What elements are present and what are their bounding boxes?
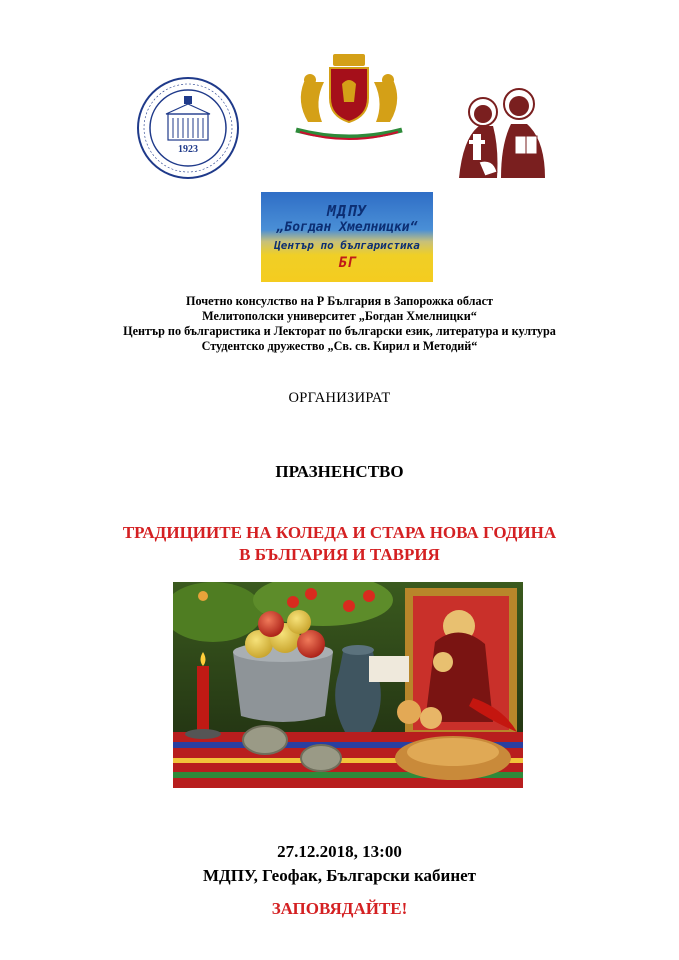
welcome-text: ЗАПОВЯДАЙТЕ! bbox=[271, 899, 408, 918]
event-title bbox=[0, 522, 679, 566]
organizer-line: Мелитополски университет „Богдан Хмелницки“ bbox=[202, 309, 477, 323]
christmas-table-photo bbox=[173, 582, 523, 788]
university-seal-icon bbox=[136, 76, 240, 180]
logo-line-3: Център по българистика bbox=[274, 239, 420, 252]
organizer-line: Студентско дружество „Св. св. Кирил и Методий“ bbox=[201, 339, 478, 353]
organizers-list bbox=[0, 294, 679, 354]
center-logo bbox=[261, 192, 433, 282]
logo-line-4: БГ bbox=[338, 255, 356, 271]
logo-line-1: МДПУ bbox=[326, 202, 368, 220]
organize-word: ОРГАНИЗИРАТ bbox=[288, 390, 391, 406]
event-title-line-2: В БЪЛГАРИЯ И ТАВРИЯ bbox=[239, 545, 440, 564]
seal-year: 1923 bbox=[178, 144, 198, 155]
saints-cyril-methodius-icon bbox=[449, 78, 553, 182]
organizer-line: Център по българистика и Лекторат по български език, литература и култура bbox=[123, 324, 556, 338]
bulgarian-coat-of-arms-icon bbox=[286, 52, 412, 142]
event-title-line-1: ТРАДИЦИИТЕ НА КОЛЕДА И СТАРА НОВА ГОДИНА bbox=[122, 523, 557, 542]
event-date-time: 27.12.2018, 13:00 bbox=[277, 842, 402, 861]
event-type: ПРАЗНЕНСТВО bbox=[275, 462, 404, 481]
logo-line-2: „Богдан Хмелницки“ bbox=[276, 220, 418, 235]
organizer-line: Почетно консулство на Р България в Запорожка област bbox=[185, 294, 493, 308]
event-venue: МДПУ, Геофак, Български кабинет bbox=[202, 866, 477, 885]
